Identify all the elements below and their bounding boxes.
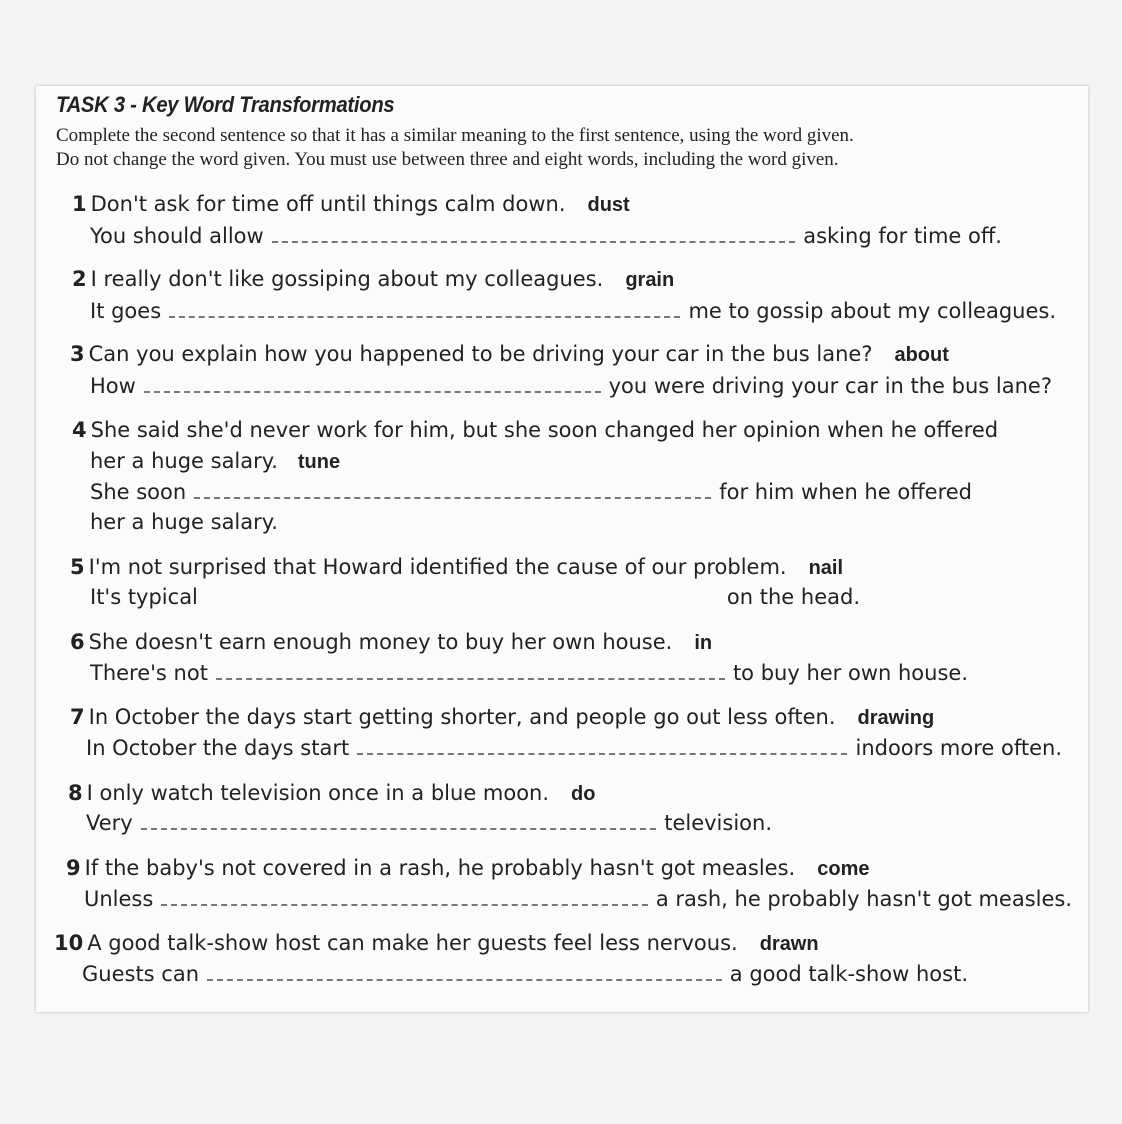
item-text: A good talk-show host can make her guests feel less nervous. <box>87 931 738 955</box>
key-word: come <box>817 858 870 880</box>
item-1-answer-line <box>90 224 1002 248</box>
answer-end: asking for time off. <box>803 224 1002 248</box>
item-text: Don't ask for time off until things calm down. <box>90 192 566 216</box>
item-6-sentence <box>70 630 712 655</box>
answer-blank[interactable] <box>169 302 680 318</box>
answer-end: me to gossip about my colleagues. <box>688 299 1056 323</box>
item-5-answer-line <box>90 585 860 609</box>
item-number: 5 <box>70 555 85 579</box>
item-3-sentence <box>70 342 949 367</box>
item-6-answer-line <box>90 661 968 685</box>
answer-blank[interactable] <box>161 890 648 906</box>
answer-start: You should allow <box>90 224 264 248</box>
answer-blank[interactable] <box>144 377 601 393</box>
item-4-answer-cont: her a huge salary. <box>90 510 278 534</box>
answer-start: How <box>90 374 136 398</box>
answer-start: Very <box>86 811 133 835</box>
answer-blank[interactable] <box>141 814 657 830</box>
answer-blank[interactable] <box>272 227 796 243</box>
answer-start: It's typical <box>90 585 198 609</box>
answer-end: on the head. <box>726 585 860 609</box>
key-word: nail <box>808 557 844 579</box>
answer-end: television. <box>664 811 772 835</box>
answer-blank[interactable] <box>206 588 719 604</box>
item-text: I really don't like gossiping about my colleagues. <box>90 267 604 291</box>
answer-end: for him when he offered <box>719 480 972 504</box>
answer-end: a good talk-show host. <box>729 962 968 986</box>
item-7-answer-line <box>86 736 1062 760</box>
item-2-answer-line <box>90 299 1056 323</box>
item-text: She doesn't earn enough money to buy her own house. <box>88 630 673 654</box>
key-word: drawing <box>857 707 935 729</box>
item-1-sentence <box>72 192 630 217</box>
item-text: If the baby's not covered in a rash, he probably hasn't got measles. <box>84 856 796 880</box>
item-text: In October the days start getting shorter, and people go out less often. <box>88 705 836 729</box>
key-word: dust <box>587 194 630 216</box>
answer-blank[interactable] <box>207 965 722 981</box>
item-4-sentence-cont <box>90 449 340 474</box>
answer-start: Unless <box>84 887 154 911</box>
item-number: 1 <box>72 192 87 216</box>
key-word: drawn <box>759 933 819 955</box>
item-text: I only watch television once in a blue moon. <box>86 781 550 805</box>
item-text: Can you explain how you happened to be driving your car in the bus lane? <box>88 342 873 366</box>
item-9-sentence <box>66 856 869 881</box>
key-word: in <box>694 632 713 654</box>
item-number: 6 <box>70 630 85 654</box>
item-text: her a huge salary. <box>90 449 278 473</box>
item-number: 2 <box>72 267 87 291</box>
answer-blank[interactable] <box>194 483 711 499</box>
item-3-answer-line <box>90 374 1052 398</box>
worksheet-page <box>36 86 1088 1012</box>
item-4-sentence <box>72 418 998 442</box>
item-number: 7 <box>70 705 85 729</box>
item-10-answer-line <box>82 962 968 986</box>
item-number: 4 <box>72 418 87 442</box>
instructions-line-1: Complete the second sentence so that it has a similar meaning to the first sentence, using the word given. <box>56 125 854 146</box>
key-word: do <box>571 783 596 805</box>
item-10-sentence <box>54 931 819 956</box>
answer-start: There's not <box>90 661 208 685</box>
answer-blank[interactable] <box>357 739 847 755</box>
item-4-answer-line <box>90 480 972 504</box>
answer-start: It goes <box>90 299 162 323</box>
answer-blank[interactable] <box>216 664 725 680</box>
item-5-sentence <box>70 555 843 580</box>
item-7-sentence <box>70 705 934 730</box>
item-9-answer-line <box>84 887 1072 911</box>
answer-start: Guests can <box>82 962 200 986</box>
item-8-answer-line <box>86 811 772 835</box>
instructions <box>56 124 1086 172</box>
key-word: grain <box>625 269 675 291</box>
item-number: 8 <box>68 781 83 805</box>
key-word: tune <box>297 451 341 473</box>
answer-end: a rash, he probably hasn't got measles. <box>655 887 1072 911</box>
item-text: I'm not surprised that Howard identified the cause of our problem. <box>88 555 787 579</box>
answer-end: indoors more often. <box>855 736 1062 760</box>
task-title: TASK 3 - Key Word Transformations <box>56 92 395 117</box>
answer-end: to buy her own house. <box>732 661 968 685</box>
item-8-sentence <box>68 781 595 806</box>
item-text: She said she'd never work for him, but she soon changed her opinion when he offered <box>90 418 999 442</box>
answer-end: you were driving your car in the bus lane? <box>608 374 1052 398</box>
instructions-line-2: Do not change the word given. You must use between three and eight words, including the word given. <box>56 149 839 170</box>
key-word: about <box>894 344 949 366</box>
item-number: 10 <box>54 931 84 955</box>
answer-start: In October the days start <box>86 736 350 760</box>
answer-start: She soon <box>90 480 187 504</box>
item-number: 9 <box>66 856 81 880</box>
item-2-sentence <box>72 267 674 292</box>
item-number: 3 <box>70 342 85 366</box>
